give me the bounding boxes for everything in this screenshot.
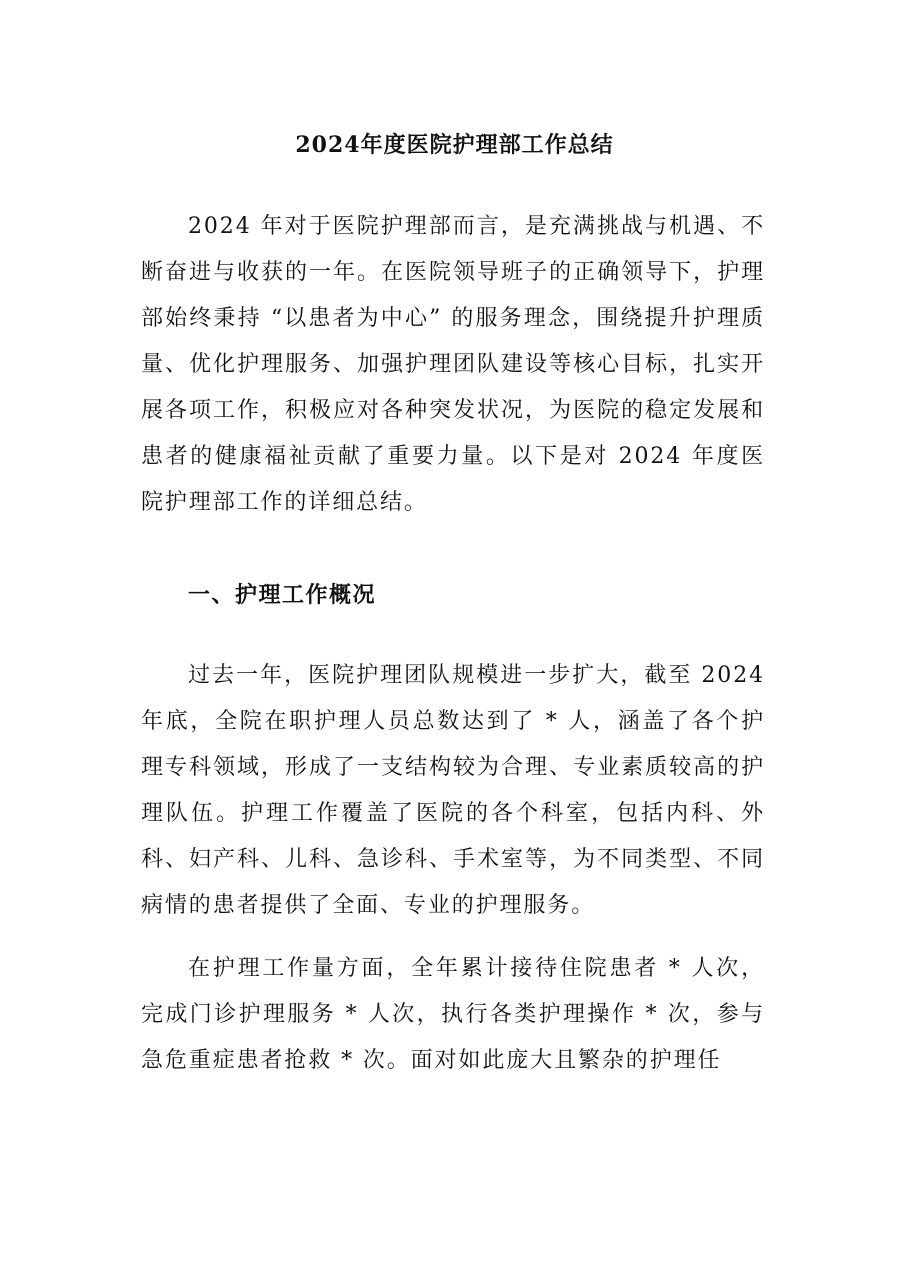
workload-paragraph: 在护理工作量方面，全年累计接待住院患者 * 人次，完成门诊护理服务 * 人次，执行各类护理操作 * 次，参与急危重症患者抢救 * 次。面对如此庞大且繁杂的护理任: [141, 956, 765, 1073]
document-title: 2024年度医院护理部工作总结: [295, 132, 614, 158]
intro-paragraph: 2024 年对于医院护理部而言，是充满挑战与机遇、不断奋进与收获的一年。在医院领导班子的正确领导下，护理部始终秉持 “以患者为中心” 的服务理念，围绕提升护理质量、优化护理服务、加强护理团队建设等核心目标，扎实开展各项工作，积极应对各种突发状况，为医院的稳定发展和患者的健康福祉贡献了重要力量。以下是对 2024 年度医院护理部工作的详细总结。: [141, 214, 765, 515]
overview-paragraph: 过去一年，医院护理团队规模进一步扩大，截至 2024 年底，全院在职护理人员总数达到了 * 人，涵盖了各个护理专科领域，形成了一支结构较为合理、专业素质较高的护理队伍。护理工作覆盖了医院的各个科室，包括内科、外科、妇产科、儿科、急诊科、手术室等，为不同类型、不同病情的患者提供了全面、专业的护理服务。: [141, 663, 765, 918]
section-heading: 一、护理工作概况: [188, 582, 377, 608]
